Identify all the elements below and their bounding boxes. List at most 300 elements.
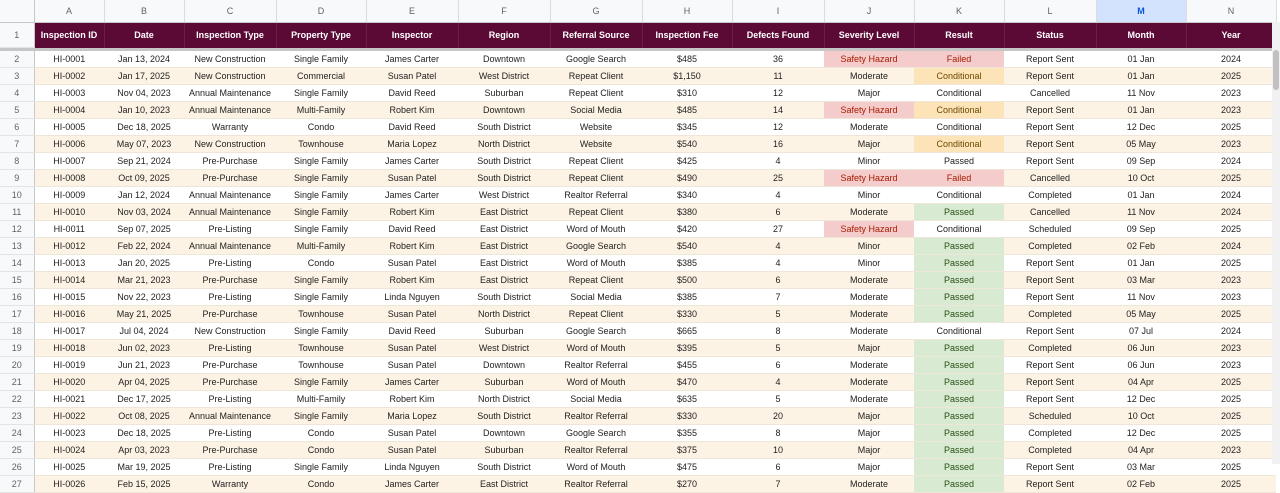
cell-severity-level[interactable]: Moderate bbox=[824, 119, 914, 136]
cell-month[interactable]: 01 Jan bbox=[1096, 68, 1186, 85]
cell-region[interactable]: East District bbox=[458, 221, 550, 238]
cell-status[interactable]: Cancelled bbox=[1004, 170, 1096, 187]
column-letter-e[interactable]: E bbox=[366, 0, 458, 23]
cell-referral-source[interactable]: Word of Mouth bbox=[550, 221, 642, 238]
cell-status[interactable]: Report Sent bbox=[1004, 136, 1096, 153]
cell-inspection-fee[interactable]: $490 bbox=[642, 170, 732, 187]
cell-referral-source[interactable]: Social Media bbox=[550, 391, 642, 408]
cell-month[interactable]: 03 Mar bbox=[1096, 459, 1186, 476]
cell-inspection-id[interactable]: HI-0023 bbox=[34, 425, 104, 442]
cell-property-type[interactable]: Condo bbox=[276, 255, 366, 272]
cell-inspection-fee[interactable]: $635 bbox=[642, 391, 732, 408]
header-cell-defects-found[interactable]: Defects Found bbox=[732, 23, 824, 48]
cell-year[interactable]: 2025 bbox=[1186, 408, 1276, 425]
cell-status[interactable]: Report Sent bbox=[1004, 119, 1096, 136]
cell-inspector[interactable]: James Carter bbox=[366, 51, 458, 68]
select-all-corner[interactable] bbox=[0, 0, 34, 23]
cell-inspection-fee[interactable]: $425 bbox=[642, 153, 732, 170]
cell-result[interactable]: Passed bbox=[914, 476, 1004, 493]
cell-inspection-fee[interactable]: $270 bbox=[642, 476, 732, 493]
cell-month[interactable]: 11 Nov bbox=[1096, 85, 1186, 102]
cell-referral-source[interactable]: Word of Mouth bbox=[550, 340, 642, 357]
column-letter-l[interactable]: L bbox=[1004, 0, 1096, 23]
cell-status[interactable]: Report Sent bbox=[1004, 255, 1096, 272]
cell-result[interactable]: Passed bbox=[914, 340, 1004, 357]
cell-date[interactable]: Nov 03, 2024 bbox=[104, 204, 184, 221]
cell-date[interactable]: Dec 18, 2025 bbox=[104, 119, 184, 136]
cell-property-type[interactable]: Townhouse bbox=[276, 306, 366, 323]
cell-inspection-type[interactable]: Pre-Listing bbox=[184, 255, 276, 272]
cell-year[interactable]: 2025 bbox=[1186, 374, 1276, 391]
column-letter-g[interactable]: G bbox=[550, 0, 642, 23]
cell-year[interactable]: 2023 bbox=[1186, 340, 1276, 357]
cell-property-type[interactable]: Single Family bbox=[276, 323, 366, 340]
cell-referral-source[interactable]: Repeat Client bbox=[550, 153, 642, 170]
cell-result[interactable]: Passed bbox=[914, 204, 1004, 221]
cell-inspection-type[interactable]: Annual Maintenance bbox=[184, 204, 276, 221]
cell-inspection-id[interactable]: HI-0004 bbox=[34, 102, 104, 119]
cell-defects-found[interactable]: 10 bbox=[732, 442, 824, 459]
cell-year[interactable]: 2025 bbox=[1186, 476, 1276, 493]
cell-property-type[interactable]: Multi-Family bbox=[276, 391, 366, 408]
cell-region[interactable]: West District bbox=[458, 340, 550, 357]
cell-year[interactable]: 2025 bbox=[1186, 391, 1276, 408]
cell-severity-level[interactable]: Moderate bbox=[824, 323, 914, 340]
cell-result[interactable]: Passed bbox=[914, 255, 1004, 272]
cell-status[interactable]: Cancelled bbox=[1004, 204, 1096, 221]
cell-inspector[interactable]: David Reed bbox=[366, 323, 458, 340]
cell-inspector[interactable]: David Reed bbox=[366, 119, 458, 136]
row-number[interactable]: 6 bbox=[0, 119, 34, 136]
header-cell-year[interactable]: Year bbox=[1186, 23, 1276, 48]
column-letter-a[interactable]: A bbox=[34, 0, 104, 23]
cell-inspection-fee[interactable]: $355 bbox=[642, 425, 732, 442]
cell-property-type[interactable]: Single Family bbox=[276, 272, 366, 289]
cell-status[interactable]: Report Sent bbox=[1004, 391, 1096, 408]
cell-inspector[interactable]: Robert Kim bbox=[366, 204, 458, 221]
cell-inspection-id[interactable]: HI-0013 bbox=[34, 255, 104, 272]
cell-year[interactable]: 2023 bbox=[1186, 442, 1276, 459]
cell-property-type[interactable]: Multi-Family bbox=[276, 102, 366, 119]
cell-referral-source[interactable]: Word of Mouth bbox=[550, 459, 642, 476]
cell-inspection-id[interactable]: HI-0011 bbox=[34, 221, 104, 238]
cell-defects-found[interactable]: 16 bbox=[732, 136, 824, 153]
cell-inspection-id[interactable]: HI-0009 bbox=[34, 187, 104, 204]
cell-inspection-type[interactable]: Warranty bbox=[184, 119, 276, 136]
cell-month[interactable]: 12 Dec bbox=[1096, 119, 1186, 136]
cell-defects-found[interactable]: 8 bbox=[732, 323, 824, 340]
cell-month[interactable]: 01 Jan bbox=[1096, 102, 1186, 119]
cell-status[interactable]: Report Sent bbox=[1004, 323, 1096, 340]
row-number[interactable]: 1 bbox=[0, 23, 34, 48]
cell-inspection-id[interactable]: HI-0026 bbox=[34, 476, 104, 493]
cell-date[interactable]: May 07, 2023 bbox=[104, 136, 184, 153]
header-cell-inspection-fee[interactable]: Inspection Fee bbox=[642, 23, 732, 48]
cell-inspector[interactable]: Maria Lopez bbox=[366, 408, 458, 425]
cell-year[interactable]: 2025 bbox=[1186, 425, 1276, 442]
cell-inspector[interactable]: James Carter bbox=[366, 187, 458, 204]
cell-inspection-type[interactable]: Pre-Listing bbox=[184, 459, 276, 476]
cell-result[interactable]: Conditional bbox=[914, 187, 1004, 204]
cell-region[interactable]: Downtown bbox=[458, 425, 550, 442]
cell-status[interactable]: Cancelled bbox=[1004, 85, 1096, 102]
column-letter-b[interactable]: B bbox=[104, 0, 184, 23]
cell-defects-found[interactable]: 4 bbox=[732, 255, 824, 272]
cell-date[interactable]: Jan 13, 2024 bbox=[104, 51, 184, 68]
cell-property-type[interactable]: Commercial bbox=[276, 68, 366, 85]
cell-inspection-fee[interactable]: $375 bbox=[642, 442, 732, 459]
row-number[interactable]: 18 bbox=[0, 323, 34, 340]
column-letter-c[interactable]: C bbox=[184, 0, 276, 23]
cell-defects-found[interactable]: 5 bbox=[732, 340, 824, 357]
column-letter-h[interactable]: H bbox=[642, 0, 732, 23]
cell-property-type[interactable]: Condo bbox=[276, 425, 366, 442]
cell-severity-level[interactable]: Moderate bbox=[824, 374, 914, 391]
cell-month[interactable]: 05 May bbox=[1096, 136, 1186, 153]
cell-month[interactable]: 03 Mar bbox=[1096, 272, 1186, 289]
cell-region[interactable]: East District bbox=[458, 255, 550, 272]
scrollbar-thumb[interactable] bbox=[1273, 50, 1279, 90]
column-letter-d[interactable]: D bbox=[276, 0, 366, 23]
cell-result[interactable]: Failed bbox=[914, 170, 1004, 187]
cell-severity-level[interactable]: Minor bbox=[824, 153, 914, 170]
cell-inspection-id[interactable]: HI-0005 bbox=[34, 119, 104, 136]
cell-status[interactable]: Report Sent bbox=[1004, 102, 1096, 119]
cell-inspector[interactable]: James Carter bbox=[366, 476, 458, 493]
cell-defects-found[interactable]: 11 bbox=[732, 68, 824, 85]
cell-inspection-fee[interactable]: $455 bbox=[642, 357, 732, 374]
cell-result[interactable]: Passed bbox=[914, 153, 1004, 170]
cell-region[interactable]: Suburban bbox=[458, 442, 550, 459]
column-letter-f[interactable]: F bbox=[458, 0, 550, 23]
cell-result[interactable]: Passed bbox=[914, 425, 1004, 442]
cell-status[interactable]: Report Sent bbox=[1004, 289, 1096, 306]
cell-severity-level[interactable]: Minor bbox=[824, 238, 914, 255]
cell-month[interactable]: 04 Apr bbox=[1096, 374, 1186, 391]
cell-inspection-type[interactable]: Pre-Purchase bbox=[184, 170, 276, 187]
cell-property-type[interactable]: Condo bbox=[276, 476, 366, 493]
cell-month[interactable]: 02 Feb bbox=[1096, 476, 1186, 493]
cell-referral-source[interactable]: Repeat Client bbox=[550, 170, 642, 187]
cell-region[interactable]: Suburban bbox=[458, 374, 550, 391]
header-cell-status[interactable]: Status bbox=[1004, 23, 1096, 48]
cell-inspector[interactable]: David Reed bbox=[366, 85, 458, 102]
cell-referral-source[interactable]: Google Search bbox=[550, 51, 642, 68]
cell-inspector[interactable]: Susan Patel bbox=[366, 255, 458, 272]
cell-severity-level[interactable]: Safety Hazard bbox=[824, 51, 914, 68]
cell-year[interactable]: 2023 bbox=[1186, 136, 1276, 153]
cell-property-type[interactable]: Multi-Family bbox=[276, 238, 366, 255]
cell-region[interactable]: East District bbox=[458, 476, 550, 493]
cell-month[interactable]: 10 Oct bbox=[1096, 408, 1186, 425]
cell-severity-level[interactable]: Minor bbox=[824, 187, 914, 204]
cell-referral-source[interactable]: Realtor Referral bbox=[550, 442, 642, 459]
cell-inspection-type[interactable]: New Construction bbox=[184, 136, 276, 153]
cell-referral-source[interactable]: Repeat Client bbox=[550, 68, 642, 85]
cell-defects-found[interactable]: 12 bbox=[732, 85, 824, 102]
column-letter-i[interactable]: I bbox=[732, 0, 824, 23]
cell-region[interactable]: West District bbox=[458, 187, 550, 204]
cell-month[interactable]: 05 May bbox=[1096, 306, 1186, 323]
cell-inspection-id[interactable]: HI-0016 bbox=[34, 306, 104, 323]
cell-inspection-id[interactable]: HI-0019 bbox=[34, 357, 104, 374]
cell-year[interactable]: 2025 bbox=[1186, 119, 1276, 136]
cell-status[interactable]: Report Sent bbox=[1004, 68, 1096, 85]
cell-defects-found[interactable]: 25 bbox=[732, 170, 824, 187]
cell-inspection-type[interactable]: Pre-Purchase bbox=[184, 272, 276, 289]
cell-year[interactable]: 2024 bbox=[1186, 51, 1276, 68]
cell-severity-level[interactable]: Major bbox=[824, 340, 914, 357]
cell-region[interactable]: South District bbox=[458, 408, 550, 425]
cell-month[interactable]: 10 Oct bbox=[1096, 170, 1186, 187]
column-letter-k[interactable]: K bbox=[914, 0, 1004, 23]
cell-result[interactable]: Passed bbox=[914, 272, 1004, 289]
cell-property-type[interactable]: Single Family bbox=[276, 51, 366, 68]
cell-region[interactable]: North District bbox=[458, 306, 550, 323]
cell-year[interactable]: 2025 bbox=[1186, 170, 1276, 187]
cell-referral-source[interactable]: Website bbox=[550, 136, 642, 153]
cell-inspection-type[interactable]: Pre-Purchase bbox=[184, 374, 276, 391]
cell-inspection-fee[interactable]: $340 bbox=[642, 187, 732, 204]
cell-defects-found[interactable]: 27 bbox=[732, 221, 824, 238]
cell-year[interactable]: 2023 bbox=[1186, 357, 1276, 374]
cell-year[interactable]: 2023 bbox=[1186, 289, 1276, 306]
cell-inspection-type[interactable]: New Construction bbox=[184, 68, 276, 85]
cell-month[interactable]: 12 Dec bbox=[1096, 391, 1186, 408]
cell-severity-level[interactable]: Moderate bbox=[824, 476, 914, 493]
row-number[interactable]: 21 bbox=[0, 374, 34, 391]
row-number[interactable]: 26 bbox=[0, 459, 34, 476]
cell-inspector[interactable]: Linda Nguyen bbox=[366, 289, 458, 306]
cell-referral-source[interactable]: Repeat Client bbox=[550, 306, 642, 323]
header-cell-date[interactable]: Date bbox=[104, 23, 184, 48]
cell-property-type[interactable]: Single Family bbox=[276, 459, 366, 476]
cell-inspector[interactable]: Robert Kim bbox=[366, 102, 458, 119]
cell-result[interactable]: Passed bbox=[914, 442, 1004, 459]
cell-date[interactable]: Mar 21, 2023 bbox=[104, 272, 184, 289]
cell-inspection-id[interactable]: HI-0008 bbox=[34, 170, 104, 187]
cell-inspection-fee[interactable]: $665 bbox=[642, 323, 732, 340]
cell-inspection-fee[interactable]: $1,150 bbox=[642, 68, 732, 85]
cell-date[interactable]: Nov 04, 2023 bbox=[104, 85, 184, 102]
cell-inspection-type[interactable]: Pre-Listing bbox=[184, 340, 276, 357]
cell-result[interactable]: Failed bbox=[914, 51, 1004, 68]
cell-property-type[interactable]: Single Family bbox=[276, 170, 366, 187]
cell-inspection-fee[interactable]: $485 bbox=[642, 102, 732, 119]
cell-date[interactable]: Oct 08, 2025 bbox=[104, 408, 184, 425]
cell-inspection-fee[interactable]: $540 bbox=[642, 136, 732, 153]
cell-inspection-type[interactable]: Annual Maintenance bbox=[184, 102, 276, 119]
cell-region[interactable]: West District bbox=[458, 68, 550, 85]
cell-severity-level[interactable]: Moderate bbox=[824, 306, 914, 323]
cell-inspection-type[interactable]: New Construction bbox=[184, 323, 276, 340]
cell-date[interactable]: Apr 04, 2025 bbox=[104, 374, 184, 391]
cell-severity-level[interactable]: Major bbox=[824, 459, 914, 476]
cell-result[interactable]: Conditional bbox=[914, 119, 1004, 136]
cell-inspection-id[interactable]: HI-0002 bbox=[34, 68, 104, 85]
cell-year[interactable]: 2024 bbox=[1186, 204, 1276, 221]
cell-property-type[interactable]: Single Family bbox=[276, 221, 366, 238]
cell-inspector[interactable]: Susan Patel bbox=[366, 340, 458, 357]
cell-month[interactable]: 09 Sep bbox=[1096, 221, 1186, 238]
cell-inspection-id[interactable]: HI-0003 bbox=[34, 85, 104, 102]
row-number[interactable]: 15 bbox=[0, 272, 34, 289]
cell-inspection-fee[interactable]: $310 bbox=[642, 85, 732, 102]
header-cell-month[interactable]: Month bbox=[1096, 23, 1186, 48]
cell-severity-level[interactable]: Major bbox=[824, 136, 914, 153]
cell-status[interactable]: Report Sent bbox=[1004, 374, 1096, 391]
cell-inspection-fee[interactable]: $385 bbox=[642, 255, 732, 272]
cell-year[interactable]: 2025 bbox=[1186, 255, 1276, 272]
row-number[interactable]: 19 bbox=[0, 340, 34, 357]
cell-referral-source[interactable]: Word of Mouth bbox=[550, 374, 642, 391]
cell-property-type[interactable]: Single Family bbox=[276, 289, 366, 306]
header-cell-region[interactable]: Region bbox=[458, 23, 550, 48]
cell-referral-source[interactable]: Google Search bbox=[550, 425, 642, 442]
cell-result[interactable]: Passed bbox=[914, 289, 1004, 306]
cell-inspection-fee[interactable]: $500 bbox=[642, 272, 732, 289]
header-cell-result[interactable]: Result bbox=[914, 23, 1004, 48]
cell-inspector[interactable]: Linda Nguyen bbox=[366, 459, 458, 476]
cell-defects-found[interactable]: 8 bbox=[732, 425, 824, 442]
cell-inspection-id[interactable]: HI-0012 bbox=[34, 238, 104, 255]
cell-region[interactable]: South District bbox=[458, 459, 550, 476]
cell-region[interactable]: Downtown bbox=[458, 357, 550, 374]
cell-date[interactable]: Jun 21, 2023 bbox=[104, 357, 184, 374]
cell-property-type[interactable]: Single Family bbox=[276, 408, 366, 425]
cell-inspection-type[interactable]: Annual Maintenance bbox=[184, 408, 276, 425]
header-cell-inspection-id[interactable]: Inspection ID bbox=[34, 23, 104, 48]
cell-referral-source[interactable]: Realtor Referral bbox=[550, 476, 642, 493]
cell-status[interactable]: Completed bbox=[1004, 425, 1096, 442]
cell-severity-level[interactable]: Moderate bbox=[824, 357, 914, 374]
cell-region[interactable]: South District bbox=[458, 289, 550, 306]
cell-inspection-type[interactable]: Pre-Listing bbox=[184, 391, 276, 408]
cell-month[interactable]: 02 Feb bbox=[1096, 238, 1186, 255]
cell-date[interactable]: Feb 22, 2024 bbox=[104, 238, 184, 255]
cell-date[interactable]: Dec 17, 2025 bbox=[104, 391, 184, 408]
cell-inspection-id[interactable]: HI-0018 bbox=[34, 340, 104, 357]
cell-defects-found[interactable]: 36 bbox=[732, 51, 824, 68]
cell-defects-found[interactable]: 7 bbox=[732, 289, 824, 306]
cell-referral-source[interactable]: Website bbox=[550, 119, 642, 136]
cell-inspector[interactable]: Susan Patel bbox=[366, 170, 458, 187]
row-number[interactable]: 5 bbox=[0, 102, 34, 119]
cell-year[interactable]: 2024 bbox=[1186, 323, 1276, 340]
cell-severity-level[interactable]: Safety Hazard bbox=[824, 102, 914, 119]
cell-inspection-fee[interactable]: $475 bbox=[642, 459, 732, 476]
cell-inspection-id[interactable]: HI-0006 bbox=[34, 136, 104, 153]
cell-status[interactable]: Completed bbox=[1004, 340, 1096, 357]
cell-result[interactable]: Conditional bbox=[914, 221, 1004, 238]
cell-property-type[interactable]: Single Family bbox=[276, 204, 366, 221]
cell-result[interactable]: Passed bbox=[914, 238, 1004, 255]
cell-status[interactable]: Report Sent bbox=[1004, 272, 1096, 289]
cell-year[interactable]: 2023 bbox=[1186, 102, 1276, 119]
cell-month[interactable]: 12 Dec bbox=[1096, 425, 1186, 442]
cell-severity-level[interactable]: Major bbox=[824, 425, 914, 442]
cell-month[interactable]: 06 Jun bbox=[1096, 357, 1186, 374]
cell-result[interactable]: Passed bbox=[914, 374, 1004, 391]
cell-result[interactable]: Conditional bbox=[914, 68, 1004, 85]
cell-date[interactable]: Jan 17, 2025 bbox=[104, 68, 184, 85]
cell-inspection-id[interactable]: HI-0022 bbox=[34, 408, 104, 425]
cell-region[interactable]: Downtown bbox=[458, 51, 550, 68]
cell-inspection-type[interactable]: Annual Maintenance bbox=[184, 85, 276, 102]
cell-region[interactable]: Downtown bbox=[458, 102, 550, 119]
cell-referral-source[interactable]: Google Search bbox=[550, 323, 642, 340]
column-letter-n[interactable]: N bbox=[1186, 0, 1276, 23]
row-number[interactable]: 4 bbox=[0, 85, 34, 102]
cell-result[interactable]: Conditional bbox=[914, 323, 1004, 340]
cell-inspection-id[interactable]: HI-0007 bbox=[34, 153, 104, 170]
cell-inspector[interactable]: Susan Patel bbox=[366, 357, 458, 374]
row-number[interactable]: 20 bbox=[0, 357, 34, 374]
cell-region[interactable]: South District bbox=[458, 119, 550, 136]
cell-defects-found[interactable]: 4 bbox=[732, 374, 824, 391]
cell-defects-found[interactable]: 4 bbox=[732, 187, 824, 204]
cell-severity-level[interactable]: Safety Hazard bbox=[824, 221, 914, 238]
cell-month[interactable]: 09 Sep bbox=[1096, 153, 1186, 170]
cell-date[interactable]: Sep 21, 2024 bbox=[104, 153, 184, 170]
cell-defects-found[interactable]: 6 bbox=[732, 272, 824, 289]
cell-severity-level[interactable]: Moderate bbox=[824, 391, 914, 408]
cell-severity-level[interactable]: Safety Hazard bbox=[824, 170, 914, 187]
cell-result[interactable]: Passed bbox=[914, 408, 1004, 425]
cell-status[interactable]: Completed bbox=[1004, 187, 1096, 204]
cell-inspection-fee[interactable]: $330 bbox=[642, 408, 732, 425]
cell-region[interactable]: South District bbox=[458, 153, 550, 170]
row-number[interactable]: 27 bbox=[0, 476, 34, 493]
cell-date[interactable]: Dec 18, 2025 bbox=[104, 425, 184, 442]
cell-property-type[interactable]: Townhouse bbox=[276, 340, 366, 357]
row-number[interactable]: 9 bbox=[0, 170, 34, 187]
cell-region[interactable]: Suburban bbox=[458, 85, 550, 102]
cell-year[interactable]: 2024 bbox=[1186, 238, 1276, 255]
cell-inspection-id[interactable]: HI-0025 bbox=[34, 459, 104, 476]
cell-status[interactable]: Report Sent bbox=[1004, 459, 1096, 476]
cell-month[interactable]: 01 Jan bbox=[1096, 187, 1186, 204]
cell-property-type[interactable]: Townhouse bbox=[276, 357, 366, 374]
cell-region[interactable]: Suburban bbox=[458, 323, 550, 340]
cell-date[interactable]: May 21, 2025 bbox=[104, 306, 184, 323]
cell-property-type[interactable]: Single Family bbox=[276, 85, 366, 102]
cell-result[interactable]: Passed bbox=[914, 357, 1004, 374]
cell-defects-found[interactable]: 6 bbox=[732, 204, 824, 221]
cell-referral-source[interactable]: Social Media bbox=[550, 289, 642, 306]
cell-inspection-type[interactable]: Pre-Listing bbox=[184, 425, 276, 442]
header-cell-inspection-type[interactable]: Inspection Type bbox=[184, 23, 276, 48]
cell-property-type[interactable]: Single Family bbox=[276, 374, 366, 391]
column-letter-j[interactable]: J bbox=[824, 0, 914, 23]
cell-month[interactable]: 11 Nov bbox=[1096, 204, 1186, 221]
row-number[interactable]: 24 bbox=[0, 425, 34, 442]
cell-month[interactable]: 07 Jul bbox=[1096, 323, 1186, 340]
row-number[interactable]: 3 bbox=[0, 68, 34, 85]
cell-inspection-type[interactable]: Pre-Listing bbox=[184, 221, 276, 238]
cell-property-type[interactable]: Single Family bbox=[276, 187, 366, 204]
cell-status[interactable]: Report Sent bbox=[1004, 357, 1096, 374]
cell-inspection-id[interactable]: HI-0014 bbox=[34, 272, 104, 289]
row-number[interactable]: 16 bbox=[0, 289, 34, 306]
cell-inspection-type[interactable]: Annual Maintenance bbox=[184, 238, 276, 255]
cell-region[interactable]: South District bbox=[458, 170, 550, 187]
header-cell-referral-source[interactable]: Referral Source bbox=[550, 23, 642, 48]
cell-defects-found[interactable]: 5 bbox=[732, 306, 824, 323]
cell-month[interactable]: 01 Jan bbox=[1096, 51, 1186, 68]
cell-inspection-type[interactable]: Pre-Listing bbox=[184, 289, 276, 306]
cell-status[interactable]: Completed bbox=[1004, 442, 1096, 459]
